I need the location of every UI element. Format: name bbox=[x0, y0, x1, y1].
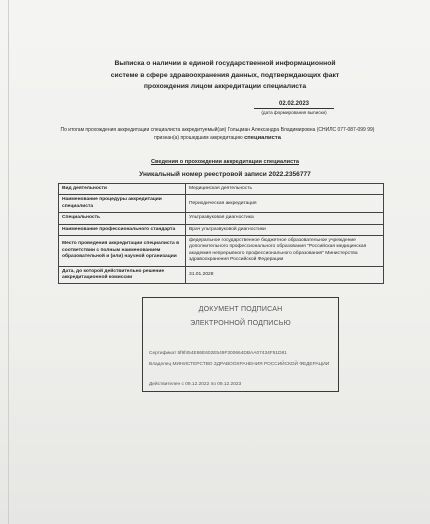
table-row bbox=[59, 213, 384, 224]
title-line: прохождения лицом аккредитации специалиста bbox=[143, 83, 307, 90]
electronic-signature-stamp bbox=[142, 297, 339, 392]
table-key: Место проведения аккредитации специалиста в соответствии с полным наименованием образовательной и (или) научной организации bbox=[59, 236, 186, 267]
table-row bbox=[59, 236, 384, 267]
table-value: 31.01.2028 bbox=[186, 266, 384, 284]
formation-date-caption: (дата формирования выписки) bbox=[261, 110, 327, 115]
accreditation-paragraph bbox=[55, 126, 380, 142]
table-row bbox=[59, 184, 384, 195]
paragraph-emphasis: специалиста bbox=[244, 135, 281, 141]
table-value: федеральное государственное бюджетное образовательное учреждение дополнительного профессионального образования "Российская медицинская академия непрерывного профессионального образования" Министерства здравоохранения Российской Федерации bbox=[186, 236, 384, 267]
stamp-validity: Действителен с 09.12.2022 по 09.12.2023 bbox=[149, 382, 242, 387]
table-row bbox=[59, 266, 384, 284]
stamp-certificate: Сертификат 5f9f454E86E602E549F300664DBAA07434F51D81 bbox=[149, 351, 287, 356]
title-line: Выписка о наличии в единой государственной информационной bbox=[114, 60, 336, 67]
table-row bbox=[59, 195, 384, 213]
document-title bbox=[80, 58, 370, 93]
table-key: Вид деятельности bbox=[59, 184, 186, 195]
paper-fold-line bbox=[8, 0, 9, 524]
stamp-subheading: ЭЛЕКТРОННОЙ ПОДПИСЬЮ bbox=[190, 320, 291, 327]
table-value: Врач ультразвуковой диагностики bbox=[186, 224, 384, 235]
stamp-heading: ДОКУМЕНТ ПОДПИСАН bbox=[198, 306, 283, 313]
table-key: Наименование процедуры аккредитации специалиста bbox=[59, 195, 186, 213]
table-key: Наименование профессионального стандарта bbox=[59, 224, 186, 235]
registry-number: Уникальный номер реестровой записи 2022.2356777 bbox=[139, 171, 311, 178]
stamp-owner: Владелец МИНИСТЕРСТВО ЗДРАВООХРАНЕНИЯ РОССИЙСКОЙ ФЕДЕРАЦИИ bbox=[149, 362, 330, 367]
table-value: Медицинская деятельность bbox=[186, 184, 384, 195]
table-key: Дата, до которой действительно решение аккредитационной комиссии bbox=[59, 266, 186, 284]
table-key: Специальность bbox=[59, 213, 186, 224]
formation-date: 02.02.2023 bbox=[254, 101, 334, 109]
table-value: Ультразвуковая диагностика bbox=[186, 213, 384, 224]
table-value: Периодическая аккредитация bbox=[186, 195, 384, 213]
section-title: Сведения о прохождении аккредитации специалиста bbox=[150, 159, 300, 165]
paragraph-text: По итогам прохождения аккредитации специалиста аккредитуемый(ая) Гольцман Александра Владимировна (СНИЛС 077-087-099 99) признан(а) прошедшим аккредитацию bbox=[60, 127, 375, 141]
formation-date-block bbox=[254, 101, 334, 115]
accreditation-table bbox=[58, 183, 384, 284]
title-line: системе в сфере здравоохранения данных, подтверждающих факт bbox=[110, 71, 340, 79]
table-row bbox=[59, 224, 384, 235]
